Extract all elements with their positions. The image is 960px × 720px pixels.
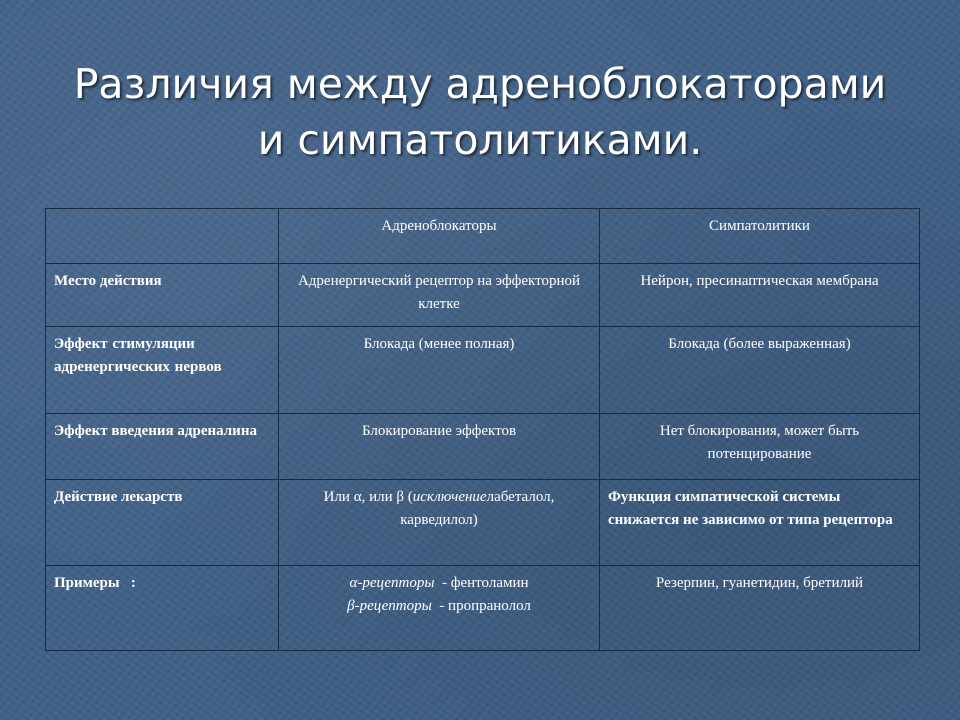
propranolol-text: - пропранолол	[431, 598, 531, 614]
table-row	[46, 566, 920, 651]
cell-adrenoblockers	[279, 566, 600, 651]
text-segment: , или	[361, 489, 397, 505]
slide-title	[0, 56, 960, 168]
text-segment: Или	[323, 489, 354, 505]
cell-sympatholytics: Резерпин, гуанетидин, бретилий	[600, 566, 920, 651]
alpha-symbol: α	[353, 489, 362, 505]
table-header-row	[46, 209, 920, 264]
slide-title-line-2: и симпатолитиками.	[257, 116, 703, 164]
beta-symbol: β	[396, 489, 405, 505]
cell-sympatholytics: Нейрон, пресинаптическая мембрана	[600, 264, 920, 327]
alpha-receptors-label: α-рецепторы	[349, 575, 435, 591]
text-segment: (	[404, 489, 413, 505]
exception-word: исключение	[412, 489, 487, 505]
table-row	[46, 480, 920, 566]
cell-sympatholytics: Нет блокирования, может быть потенцирование	[600, 414, 920, 480]
phentolamine-text: - фентоламин	[434, 575, 529, 591]
text-segment: лабеталол, карведилол)	[400, 489, 555, 528]
cell-sympatholytics: Функция симпатической системы снижается не зависимо от типа рецептора	[600, 480, 920, 566]
row-label-stimulation-effect: Эффект стимуляции адренергических нервов	[46, 327, 279, 414]
cell-adrenoblockers	[279, 480, 600, 566]
header-cell-empty	[46, 209, 279, 264]
row-label-adrenaline-effect: Эффект введения адреналина	[46, 414, 279, 480]
beta-receptors-label: β-рецепторы	[347, 598, 432, 614]
table-row	[46, 327, 920, 414]
row-label-site-of-action: Место действия	[46, 264, 279, 327]
cell-adrenoblockers: Адренергический рецептор на эффекторной клетке	[279, 264, 600, 327]
table-row	[46, 264, 920, 327]
header-cell-adrenoblockers: Адреноблокаторы	[279, 209, 600, 264]
slide-title-line-1: Различия между адреноблокаторами	[73, 60, 887, 108]
cell-adrenoblockers: Блокирование эффектов	[279, 414, 600, 480]
header-cell-sympatholytics: Симпатолитики	[600, 209, 920, 264]
cell-sympatholytics: Блокада (более выраженная)	[600, 327, 920, 414]
cell-adrenoblockers: Блокада (менее полная)	[279, 327, 600, 414]
comparison-table	[45, 208, 920, 651]
example-line-alpha	[287, 572, 591, 595]
row-label-examples: Примеры :	[46, 566, 279, 651]
row-label-drug-action: Действие лекарств	[46, 480, 279, 566]
table-row	[46, 414, 920, 480]
example-line-beta	[287, 595, 591, 618]
